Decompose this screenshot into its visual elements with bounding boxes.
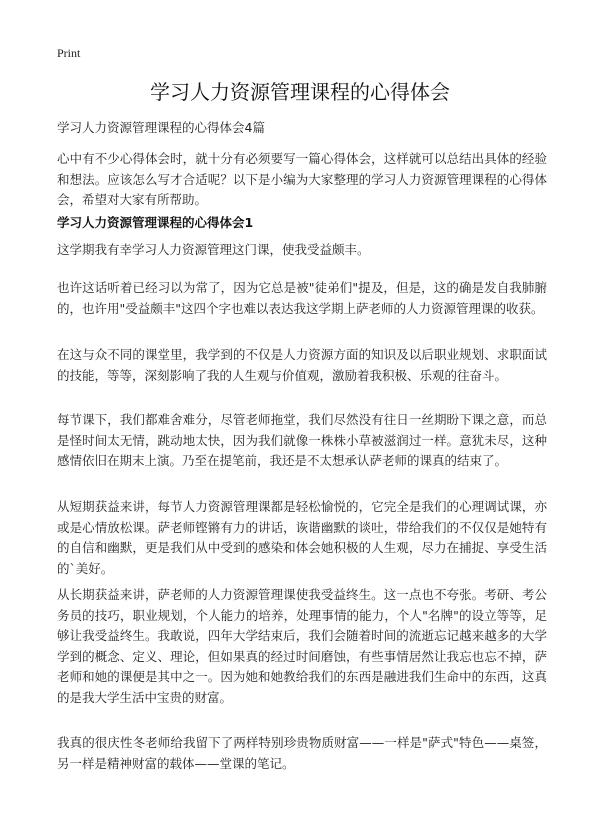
- paragraph-4: 每节课下，我们都难舍难分，尽管老师拖堂，我们尽然没有往日一丝期盼下课之意，而总是怪时间太无情，跳动地太快，因为我们就像一株株小草被滋润过一样。意犹未尽，这种感情依旧在期末上演。乃至在提笔前，我还是不太想承认萨老师的课真的结束了。: [57, 412, 547, 468]
- document-subtitle: 学习人力资源管理课程的心得体会4篇: [57, 120, 265, 135]
- paragraph-1: 这学期我有幸学习人力资源管理这门课，使我受益颇丰。: [57, 242, 370, 257]
- paragraph-7: 我真的很庆性冬老师给我留下了两样特别珍贵物质财富——一样是"萨式"特色——桌签，另一样是精神财富的载体——堂课的笔记。: [57, 735, 547, 771]
- paragraph-3: 在这与众不同的课堂里，我学到的不仅是人力资源方面的知识及以后职业规划、求职面试的技能，等等，深刻影响了我的人生观与价值观，激励着我积极、乐观的往奋斗。: [57, 347, 547, 383]
- paragraph-2: 也许这话听着已经习以为常了，因为它总是被"徒弟们"提及，但是，这的确是发自我肺腑的，也许用"受益颇丰"这四个字也难以表达我这学期上萨老师的人力资源管理课的收获。: [57, 280, 547, 316]
- intro-paragraph: 心中有不少心得体会时，就十分有必须要写一篇心得体会，这样就可以总结出具体的经验和想法。应该怎么写才合适呢？以下是小编为大家整理的学习人力资源管理课程的心得体会，希望对大家有所帮助。: [57, 151, 547, 207]
- paragraph-5: 从短期获益来讲，每节人力资源管理课都是轻松愉悦的，它完全是我们的心理调试课，亦或是心情放松课。萨老师铿锵有力的讲话，诙谐幽默的谈吐，带给我们的不仅仅是她特有的自信和幽默，更是我们从中受到的感染和体会她积极的人生观，尽力在捕捉、享受生活的`美好。: [57, 499, 547, 576]
- paragraph-6: 从长期获益来讲，萨老师的人力资源管理课使我受益终生。这一点也不夸张。考研、考公务员的技巧，职业规划，个人能力的培养，处理事情的能力，个人"名牌"的设立等等，足够让我受益终生。我敢说，四年大学结束后，我们会随着时间的流逝忘记越来越多的大学学到的概念、定义、理论，但如果真的经过时间磨蚀，有些事情居然让我忘也忘不掉，萨老师和她的课便是其中之一。因为她和她教给我们的东西是融进我们生命中的东西，这真的是我大学生活中宝贵的财富。: [57, 587, 547, 705]
- page-title: 学习人力资源管理课程的心得体会: [150, 80, 450, 104]
- section-heading: 学习人力资源管理课程的心得体会1: [57, 215, 254, 230]
- print-link[interactable]: Print: [57, 46, 81, 60]
